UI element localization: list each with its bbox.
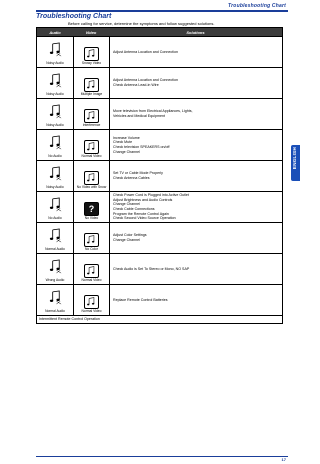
video-symptom-cell: [73, 161, 109, 191]
audio-note-icon: [48, 104, 63, 124]
solution-line: Program the Remote Control Again: [113, 211, 169, 216]
audio-symptom-label: Noisy Audio: [46, 61, 64, 66]
page-heading: Troubleshooting Chart: [36, 13, 112, 20]
tv-screen-icon: [84, 78, 99, 92]
header-rule: [36, 10, 288, 12]
question-mark-glyph: ?: [88, 204, 95, 215]
solutions-cell: [109, 37, 282, 67]
video-symptom-label: Normal Video: [81, 154, 102, 159]
solution-line: Move television from Electrical Appliances, Lights,: [113, 109, 193, 114]
audio-symptom-cell: [37, 192, 73, 222]
audio-symptom-cell: [37, 285, 73, 315]
solution-line: Replace Remote Control Batteries: [113, 297, 168, 302]
audio-symptom-label: No Audio: [48, 154, 62, 159]
audio-note-icon: [48, 166, 63, 186]
video-symptom-cell: [73, 99, 109, 129]
table-header: [37, 28, 282, 36]
solutions-cell: [109, 99, 282, 129]
video-symptom-cell: [73, 37, 109, 67]
table-row: [37, 36, 282, 67]
audio-symptom-label: Noisy Audio: [46, 123, 64, 128]
video-symptom-label: No Color: [84, 247, 98, 252]
footer-rule: [36, 456, 288, 457]
column-header-video: Video: [85, 29, 97, 35]
tv-screen-icon: [84, 233, 99, 247]
table-row: [37, 253, 282, 284]
tv-screen-icon: [84, 47, 99, 61]
solution-line: Check Second Video Source Operation: [113, 216, 176, 221]
audio-note-icon: [48, 259, 63, 279]
audio-symptom-label: Wrong Audio: [45, 278, 65, 283]
solution-line: Change Channel: [113, 149, 140, 154]
video-symptom-label: Multiple Image: [80, 92, 103, 97]
audio-note-icon: [48, 42, 63, 62]
solutions-cell: [109, 192, 282, 222]
table-row: [37, 129, 282, 160]
language-tab-label: ENGLISH: [292, 147, 297, 170]
tv-screen-icon: [84, 109, 99, 123]
table-row: [37, 67, 282, 98]
column-header-audio: Audio: [49, 29, 61, 35]
audio-symptom-cell: [37, 99, 73, 129]
audio-symptom-cell: [37, 254, 73, 284]
audio-symptom-cell: [37, 37, 73, 67]
solution-line: Change Channel: [113, 238, 140, 242]
audio-note-icon: [48, 197, 63, 217]
audio-symptom-label: Noisy Audio: [46, 185, 64, 190]
page-number: 17: [281, 457, 286, 462]
tv-screen-icon: [84, 264, 99, 278]
tv-screen-icon: [84, 171, 99, 185]
solutions-cell: [109, 223, 282, 253]
solution-line: Check Antenna Lead-in Wire: [113, 83, 159, 87]
video-symptom-cell: [73, 130, 109, 160]
video-symptom-label: Normal Video: [81, 278, 102, 283]
solutions-cell: [109, 161, 282, 191]
table-row: [37, 284, 282, 315]
video-symptom-cell: [73, 223, 109, 253]
video-symptom-cell: [73, 285, 109, 315]
table-row: [37, 191, 282, 222]
audio-symptom-cell: [37, 130, 73, 160]
audio-symptom-label: No Audio: [48, 216, 62, 221]
troubleshooting-table: [36, 27, 283, 324]
audio-symptom-cell: [37, 161, 73, 191]
column-header-solutions: Solutions: [186, 29, 205, 35]
solution-line: Adjust Color Settings: [113, 233, 147, 238]
solution-line: Increase Volume: [113, 135, 140, 140]
audio-symptom-label: Normal Audio: [45, 247, 65, 252]
table-body: [37, 36, 282, 315]
solution-line: Change Channel: [113, 202, 140, 207]
solutions-cell: [109, 285, 282, 315]
solution-line: Check Power Cord is Plugged into Active Outlet: [113, 193, 189, 198]
running-header-title: Troubleshooting Chart: [228, 3, 286, 9]
audio-symptom-cell: [37, 223, 73, 253]
solution-line: Check Mute: [113, 140, 133, 145]
solution-line: Check Antenna Cables: [113, 176, 150, 180]
solutions-cell: [109, 68, 282, 98]
solution-line: Check Audio is Set To Stereo or Mono, NO SAP: [113, 266, 190, 271]
video-symptom-cell: [73, 254, 109, 284]
tv-screen-icon: [84, 140, 99, 154]
solution-line: Vehicles and Medical Equipment: [113, 114, 165, 118]
language-tab: [291, 145, 300, 181]
solution-line: Set TV or Cable Mode Properly: [113, 171, 163, 176]
intro-text: Before calling for service, determine the symptoms and follow suggested solutions.: [68, 21, 215, 26]
audio-note-icon: [48, 135, 63, 155]
solutions-cell: [109, 254, 282, 284]
solution-line: Adjust Brightness and Audio Controls: [113, 197, 173, 202]
video-symptom-label: Snowy Video: [81, 61, 102, 66]
solutions-cell: [109, 130, 282, 160]
table-row: [37, 160, 282, 191]
table-row: [37, 222, 282, 253]
audio-note-icon: [48, 73, 63, 93]
solution-line: Adjust Antenna Location and Connection: [113, 49, 178, 54]
audio-symptom-label: Normal Audio: [45, 309, 65, 314]
table-footer-note: Intermittent Remote Control Operation: [37, 315, 282, 323]
tv-screen-icon: [84, 295, 99, 309]
table-row: [37, 98, 282, 129]
solution-line: Adjust Antenna Location and Connection: [113, 78, 178, 83]
video-symptom-label: No Video with Snow: [76, 185, 107, 190]
video-symptom-label: Interference: [82, 123, 101, 128]
audio-note-icon: [48, 290, 63, 310]
solution-line: Check television SPEAKERS on/off: [113, 145, 170, 149]
audio-note-icon: [48, 228, 63, 248]
tv-screen-icon: [84, 202, 99, 216]
solution-line: Check Cable Connections: [113, 207, 155, 211]
video-symptom-cell: [73, 68, 109, 98]
audio-symptom-label: Noisy Audio: [46, 92, 64, 97]
video-symptom-label: No Video: [84, 216, 99, 221]
video-symptom-cell: [73, 192, 109, 222]
video-symptom-label: Normal Video: [81, 309, 102, 314]
audio-symptom-cell: [37, 68, 73, 98]
